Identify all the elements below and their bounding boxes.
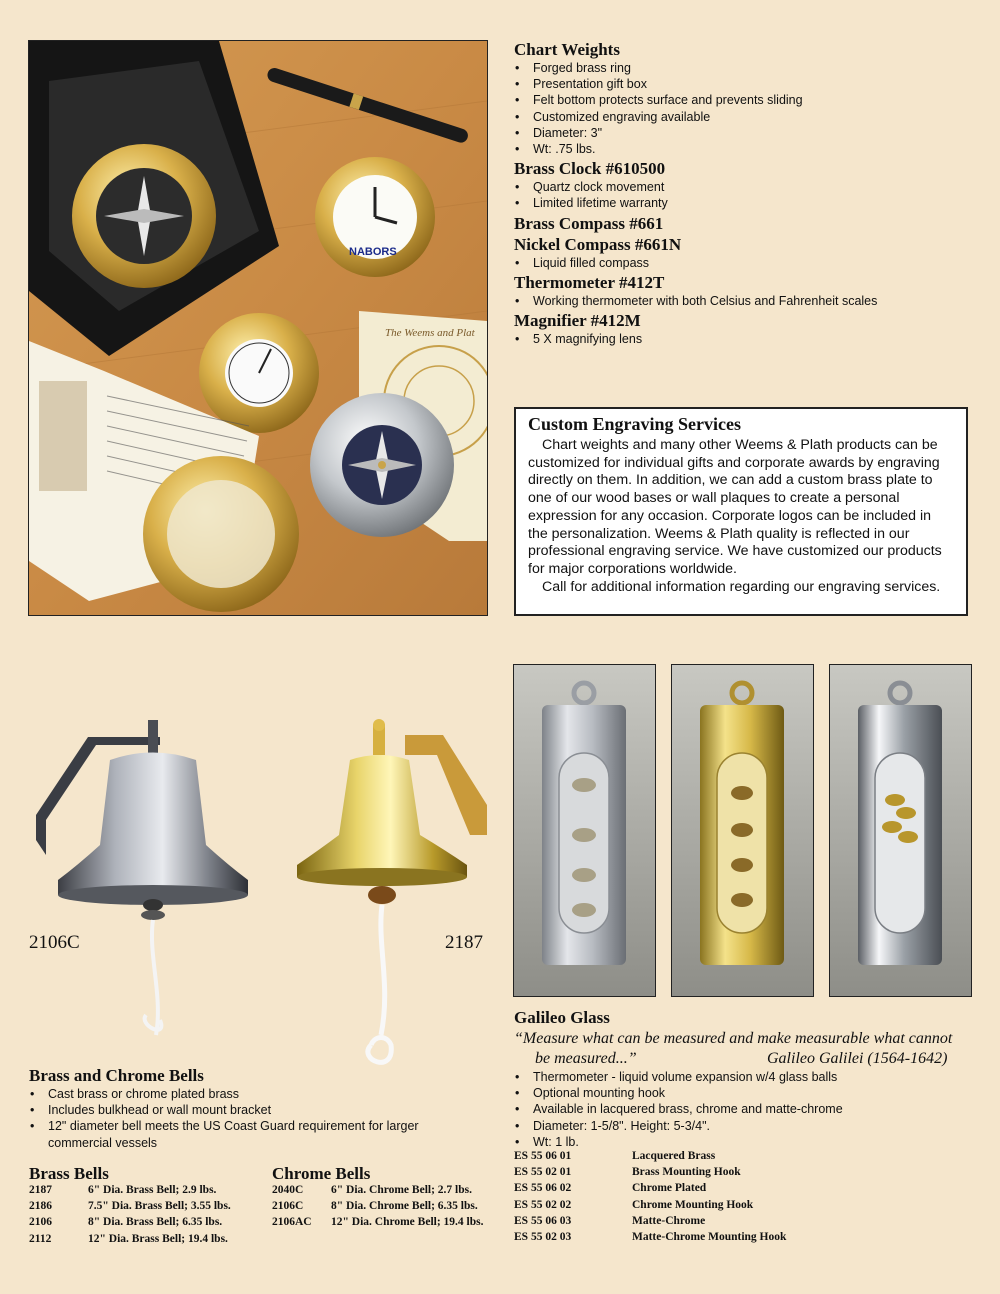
sku: 2106AC (272, 1216, 312, 1229)
list-item: • 12" diameter bell meets the US Coast Guard requirement for larger commercial vessels (29, 1118, 439, 1150)
galileo-title: Galileo Glass (514, 1008, 610, 1027)
sku: 2186 (29, 1200, 52, 1213)
sku: 2106 (29, 1216, 52, 1229)
chrome-bell-image (28, 715, 258, 1055)
galileo-brass-photo (671, 664, 814, 997)
engraving-call-text: Call for additional information regarding our engraving services. (542, 578, 941, 595)
galileo-quote-line1: “Measure what can be measured and make measurable what cannot (514, 1030, 953, 1047)
sku: 2106C (272, 1200, 304, 1213)
clock-logo: NABORS (349, 246, 397, 258)
bells-title: Brass and Chrome Bells (29, 1066, 204, 1085)
list-item: • Limited lifetime warranty (514, 195, 984, 211)
description: Chrome Plated (632, 1182, 707, 1195)
card-title: The Weems and Plat (385, 327, 475, 339)
engraving-title: Custom Engraving Services (528, 414, 741, 434)
list-item: • Working thermometer with both Celsius and Fahrenheit scales (514, 293, 984, 309)
description: 6" Dia. Brass Bell; 2.9 lbs. (88, 1184, 217, 1196)
brass-clock-bullets (514, 179, 984, 211)
list-item: • Includes bulkhead or wall mount bracket (29, 1102, 439, 1118)
galileo-quote-line2: be measured...” (535, 1050, 637, 1067)
galileo-chrome-photo (829, 664, 972, 997)
galileo-section (514, 1008, 974, 1247)
brass-bell-image (295, 715, 490, 1075)
sku: 2040C (272, 1184, 304, 1196)
chrome-bells-list (272, 1184, 483, 1233)
list-item: • Wt: .75 lbs. (514, 141, 984, 157)
thermometer-title: Thermometer #412T (514, 272, 665, 292)
list-item: • 5 X magnifying lens (514, 331, 984, 347)
list-item: • Diameter: 3" (514, 125, 984, 141)
table-row (514, 1231, 786, 1247)
description: 7.5" Dia. Brass Bell; 3.55 lbs. (88, 1200, 231, 1213)
nickel-compass-title: Nickel Compass #661N (514, 234, 682, 254)
sku: ES 55 06 01 (514, 1150, 572, 1163)
list-item: • Available in lacquered brass, chrome and matte-chrome (514, 1101, 974, 1117)
sku: 2112 (29, 1232, 52, 1245)
list-item: • Diameter: 1-5/8". Height: 5-3/4". (514, 1118, 974, 1134)
description: Chrome Mounting Hook (632, 1198, 754, 1211)
engraving-paragraph (528, 579, 954, 597)
list-item: • Optional mounting hook (514, 1085, 974, 1101)
chart-weights-photo (28, 40, 488, 616)
table-row (29, 1233, 231, 1249)
sku: 2187 (29, 1184, 52, 1196)
galileo-bullets (514, 1069, 974, 1150)
magnifier-bullets (514, 331, 984, 347)
magnifier-title: Magnifier #412M (514, 311, 641, 331)
engraving-paragraph (528, 437, 954, 579)
chart-weights-bullets (514, 60, 984, 157)
list-item: • Forged brass ring (514, 60, 984, 76)
bells-bullets (29, 1086, 439, 1151)
thermometer-bullets (514, 293, 984, 309)
bell-caption-left: 2106C (29, 932, 80, 953)
table-row (514, 1199, 786, 1215)
list-item: • Felt bottom protects surface and prevents sliding (514, 92, 984, 108)
galileo-list (514, 1150, 786, 1247)
table-row (272, 1184, 483, 1200)
engraving-text: Chart weights and many other Weems & Plath products can be customized for individual gifts and corporate awards by engraving directly on them. In addition, we can add a custom brass plate to one of our wood bases or wall plaques to create a personal expression for any occasion. Corporate logos can be included in the personalization. Weems & Plath quality is reflected in our professional engraving service. We have customized our products for major corporations worldwide. (528, 437, 942, 577)
table-row (29, 1216, 231, 1232)
table-row (514, 1215, 786, 1231)
bell-caption-right: 2187 (445, 932, 483, 953)
chart-weights-title: Chart Weights (514, 40, 620, 59)
sku: ES 55 02 01 (514, 1166, 572, 1179)
description: 6" Dia. Chrome Bell; 2.7 lbs. (331, 1184, 472, 1196)
list-item: • Quartz clock movement (514, 179, 984, 195)
list-item: • Cast brass or chrome plated brass (29, 1086, 439, 1102)
galileo-attribution: Galileo Galilei (1564-1642) (767, 1050, 948, 1067)
table-row (514, 1182, 786, 1198)
sku: ES 55 02 02 (514, 1198, 572, 1211)
table-row (514, 1150, 786, 1166)
bells-section (29, 1066, 489, 1151)
table-row (514, 1166, 786, 1182)
description: Matte-Chrome (632, 1214, 706, 1227)
chrome-bells-table (272, 1164, 497, 1233)
description: 12" Dia. Chrome Bell; 19.4 lbs. (331, 1216, 484, 1229)
sku: ES 55 06 03 (514, 1214, 572, 1227)
table-row (29, 1184, 231, 1200)
brass-compass-title: Brass Compass #661 (514, 213, 664, 233)
list-item: • Wt: 1 lb. (514, 1134, 974, 1150)
table-row (272, 1200, 483, 1216)
chrome-bells-title: Chrome Bells (272, 1164, 371, 1183)
galileo-silver-photo (513, 664, 656, 997)
description: 12" Dia. Brass Bell; 19.4 lbs. (88, 1232, 228, 1245)
brass-bells-list (29, 1184, 231, 1249)
brass-clock-title: Brass Clock #610500 (514, 159, 666, 179)
galileo-quote-line2-row (514, 1049, 974, 1069)
description: Lacquered Brass (632, 1150, 716, 1163)
sku: ES 55 06 02 (514, 1182, 572, 1195)
list-item: • Customized engraving available (514, 109, 984, 125)
table-row (29, 1200, 231, 1216)
table-row (272, 1216, 483, 1232)
sku: ES 55 02 03 (514, 1230, 572, 1243)
description: Brass Mounting Hook (632, 1166, 741, 1179)
description: Matte-Chrome Mounting Hook (632, 1230, 787, 1243)
list-item: • Thermometer - liquid volume expansion w/4 glass balls (514, 1069, 974, 1085)
description: 8" Dia. Chrome Bell; 6.35 lbs. (331, 1200, 478, 1213)
list-item: • Liquid filled compass (514, 255, 984, 271)
list-item: • Presentation gift box (514, 76, 984, 92)
product-list (514, 40, 984, 347)
brass-bells-title: Brass Bells (29, 1164, 109, 1183)
brass-bells-table (29, 1164, 269, 1249)
description: 8" Dia. Brass Bell; 6.35 lbs. (88, 1216, 223, 1229)
engraving-box (514, 407, 968, 616)
nickel-compass-bullets (514, 255, 984, 271)
